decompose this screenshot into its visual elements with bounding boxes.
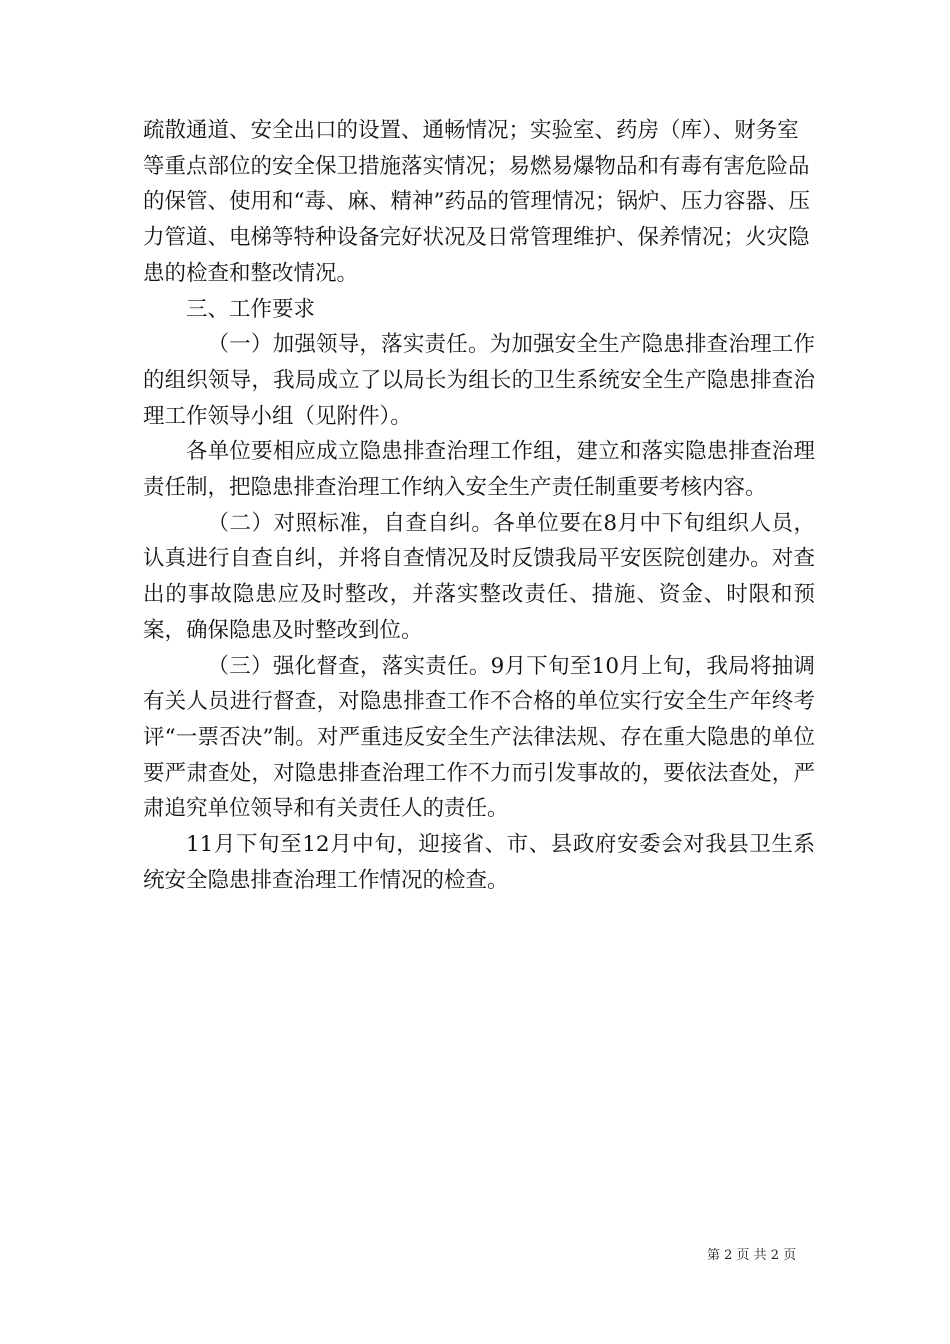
page-number-footer: 第 2 页 共 2 页	[707, 1248, 797, 1263]
paragraph-provincial-inspection: 11月下旬至12月中旬，迎接省、市、县政府安委会对我县卫生系统安全隐患排查治理工作情况的检查。	[143, 832, 815, 893]
paragraph-inspection-items: 疏散通道、安全出口的设置、通畅情况；实验室、药房（库）、财务室等重点部位的安全保卫措施落实情况；易燃易爆物品和有毒有害危险品的保管、使用和“毒、麻、精神”药品的管理情况；锅炉、压力容器、压力管道、电梯等特种设备完好状况及日常管理维护、保养情况；火灾隐患的检查和整改情况。	[143, 118, 810, 286]
section-heading-work-requirements: 三、工作要求	[186, 296, 316, 322]
paragraph-supervision: （三）强化督查，落实责任。9月下旬至10月上旬，我局将抽调有关人员进行督查，对隐患排查工作不合格的单位实行安全生产年终考评“一票否决”制。对严重违反安全生产法律法规、存在重大隐患的单位要严肃查处，对隐患排查治理工作不力而引发事故的，要依法查处，严肃追究单位领导和有关责任人的责任。	[143, 653, 815, 822]
paragraph-responsibility-system: 各单位要相应成立隐患排查治理工作组，建立和落实隐患排查治理责任制，把隐患排查治理工作纳入安全生产责任制重要考核内容。	[143, 439, 815, 501]
paragraph-leadership: （一）加强领导，落实责任。为加强安全生产隐患排查治理工作的组织领导，我局成立了以局长为组长的卫生系统安全生产隐患排查治理工作领导小组（见附件）。	[143, 332, 815, 429]
paragraph-self-inspection: （二）对照标准，自查自纠。各单位要在8月中下旬组织人员，认真进行自查自纠，并将自查情况及时反馈我局平安医院创建办。对查出的事故隐患应及时整改，并落实整改责任、措施、资金、时限和预案，确保隐患及时整改到位。	[143, 510, 815, 643]
document-body	[143, 113, 815, 898]
